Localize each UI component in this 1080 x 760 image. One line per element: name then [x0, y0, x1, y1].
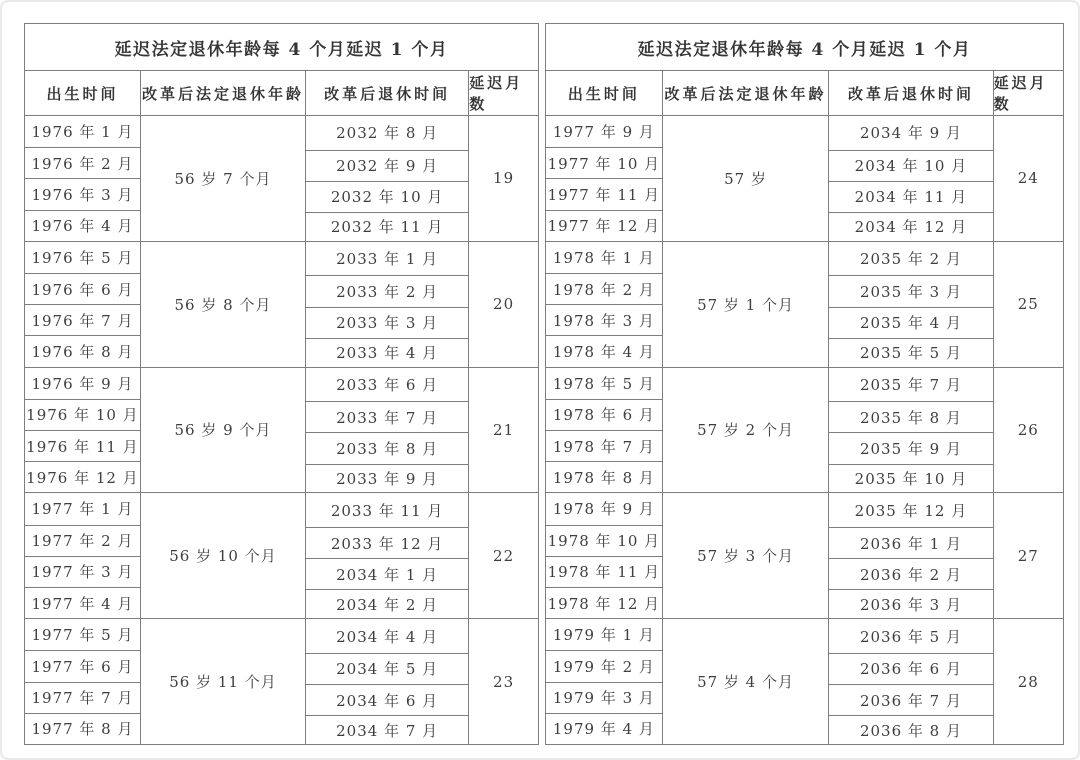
- retirement-table-left: [24, 23, 539, 745]
- birth-month-column: [546, 242, 662, 367]
- table-group: [25, 619, 538, 744]
- retirement-time-cell: 2033 年 11 月: [330, 501, 444, 520]
- retirement-time-column: [305, 116, 468, 241]
- birth-month-cell: 1977 年 6 月: [25, 650, 140, 681]
- retirement-age-cell: 57 岁 2 个月: [662, 368, 828, 493]
- retirement-time-cell: 2033 年 9 月: [306, 464, 468, 493]
- column-header-birth-date: 出生时间: [46, 84, 119, 103]
- birth-month-cell: 1976 年 4 月: [25, 210, 140, 241]
- birth-month-cell: 1977 年 11 月: [546, 178, 662, 209]
- retirement-time-cell: 2036 年 2 月: [829, 558, 992, 589]
- birth-month-cell: 1977 年 10 月: [546, 147, 662, 178]
- retirement-time-cell: 2033 年 7 月: [306, 401, 468, 432]
- birth-month-column: [25, 493, 140, 618]
- birth-month-cell: 1978 年 8 月: [546, 461, 662, 492]
- birth-month-cell: 1978 年 3 月: [546, 304, 662, 335]
- birth-month-cell: 1978 年 12 月: [546, 587, 662, 618]
- retirement-time-cell: 2034 年 9 月: [859, 124, 962, 143]
- retirement-time-cell: 2036 年 8 月: [829, 715, 992, 744]
- table-group: [546, 493, 1063, 619]
- retirement-time-cell: 2035 年 7 月: [859, 375, 962, 394]
- retirement-time-cell: 2034 年 6 月: [306, 684, 468, 715]
- table-title: 延迟法定退休年龄每 4 个月延迟 1 个月: [546, 24, 1063, 71]
- retirement-time-cell: 2034 年 7 月: [306, 715, 468, 744]
- birth-month-cell: 1976 年 11 月: [25, 430, 140, 461]
- birth-month-cell: 1976 年 2 月: [25, 147, 140, 178]
- retirement-time-column: [305, 619, 468, 744]
- birth-month-cell: 1976 年 3 月: [25, 178, 140, 209]
- retirement-time-cell: 2033 年 2 月: [306, 275, 468, 306]
- birth-month-cell: 1976 年 10 月: [25, 399, 140, 430]
- birth-month-cell: 1978 年 4 月: [546, 335, 662, 366]
- delay-months-cell: 22: [468, 493, 538, 618]
- retirement-time-cell: 2036 年 1 月: [829, 527, 992, 558]
- birth-month-cell: 1979 年 4 月: [546, 713, 662, 744]
- retirement-time-cell: 2033 年 8 月: [306, 432, 468, 463]
- retirement-time-column: [828, 242, 992, 367]
- retirement-time-cell: 2035 年 5 月: [829, 338, 992, 367]
- delay-months-cell: 27: [993, 493, 1063, 618]
- birth-month-cell: 1977 年 4 月: [25, 587, 140, 618]
- delay-months-cell: 26: [993, 368, 1063, 493]
- retirement-time-cell: 2034 年 4 月: [336, 627, 439, 646]
- birth-month-cell: 1978 年 9 月: [552, 500, 655, 519]
- table-group: [25, 116, 538, 242]
- retirement-time-cell: 2036 年 7 月: [829, 684, 992, 715]
- birth-month-cell: 1976 年 6 月: [25, 273, 140, 304]
- table-group: [546, 619, 1063, 744]
- retirement-time-column: [305, 493, 468, 618]
- birth-month-cell: 1977 年 12 月: [546, 210, 662, 241]
- birth-month-cell: 1977 年 3 月: [25, 556, 140, 587]
- table-header-row: [25, 71, 538, 116]
- birth-month-column: [546, 368, 662, 493]
- retirement-time-cell: 2033 年 6 月: [336, 375, 439, 394]
- birth-month-cell: 1977 年 1 月: [31, 500, 134, 519]
- retirement-age-cell: 56 岁 7 个月: [140, 116, 305, 241]
- retirement-time-cell: 2032 年 11 月: [306, 212, 468, 241]
- delay-months-cell: 19: [468, 116, 538, 241]
- birth-month-cell: 1978 年 6 月: [546, 399, 662, 430]
- retirement-time-cell: 2034 年 11 月: [829, 181, 992, 212]
- birth-month-cell: 1977 年 9 月: [552, 123, 655, 142]
- retirement-time-column: [828, 619, 992, 744]
- delay-months-cell: 25: [993, 242, 1063, 367]
- birth-month-cell: 1977 年 7 月: [25, 682, 140, 713]
- retirement-time-column: [828, 116, 992, 241]
- table-title: 延迟法定退休年龄每 4 个月延迟 1 个月: [25, 24, 538, 71]
- table-group: [25, 242, 538, 368]
- retirement-time-cell: 2036 年 5 月: [859, 627, 962, 646]
- birth-month-cell: 1978 年 5 月: [552, 374, 655, 393]
- birth-month-cell: 1978 年 2 月: [546, 273, 662, 304]
- retirement-time-cell: 2035 年 4 月: [829, 307, 992, 338]
- retirement-age-cell: 57 岁: [662, 116, 828, 241]
- retirement-time-cell: 2033 年 1 月: [336, 250, 439, 269]
- retirement-time-column: [828, 368, 992, 493]
- retirement-age-cell: 56 岁 10 个月: [140, 493, 305, 618]
- retirement-age-cell: 56 岁 9 个月: [140, 368, 305, 493]
- birth-month-cell: 1976 年 8 月: [25, 335, 140, 366]
- retirement-time-cell: 2035 年 12 月: [854, 501, 968, 520]
- retirement-time-cell: 2035 年 2 月: [859, 250, 962, 269]
- birth-month-cell: 1979 年 2 月: [546, 650, 662, 681]
- birth-month-cell: 1977 年 8 月: [25, 713, 140, 744]
- column-header-birth-date: 出生时间: [567, 84, 640, 103]
- birth-month-cell: 1976 年 7 月: [25, 304, 140, 335]
- column-header-delay-months: 延迟月数: [993, 71, 1063, 115]
- delay-months-cell: 28: [993, 619, 1063, 744]
- retirement-time-cell: 2033 年 3 月: [306, 307, 468, 338]
- birth-month-column: [25, 368, 140, 493]
- birth-month-cell: 1977 年 5 月: [31, 626, 134, 645]
- retirement-time-column: [305, 368, 468, 493]
- retirement-time-cell: 2034 年 5 月: [306, 653, 468, 684]
- delay-months-cell: 20: [468, 242, 538, 367]
- birth-month-cell: 1979 年 1 月: [552, 626, 655, 645]
- birth-month-column: [25, 619, 140, 744]
- delay-months-cell: 21: [468, 368, 538, 493]
- retirement-time-cell: 2035 年 3 月: [829, 275, 992, 306]
- birth-month-column: [546, 116, 662, 241]
- retirement-age-cell: 57 岁 3 个月: [662, 493, 828, 618]
- retirement-time-cell: 2034 年 10 月: [829, 150, 992, 181]
- table-group: [546, 116, 1063, 242]
- birth-month-cell: 1978 年 1 月: [552, 248, 655, 267]
- retirement-time-cell: 2035 年 8 月: [829, 401, 992, 432]
- retirement-time-cell: 2036 年 3 月: [829, 589, 992, 618]
- column-header-retire-time: 改革后退休时间: [305, 71, 468, 115]
- column-header-statutory-age: 改革后法定退休年龄: [140, 71, 305, 115]
- table-group: [25, 368, 538, 494]
- retirement-time-cell: 2035 年 9 月: [829, 432, 992, 463]
- retirement-time-cell: 2032 年 9 月: [306, 150, 468, 181]
- retirement-time-cell: 2032 年 10 月: [306, 181, 468, 212]
- retirement-time-cell: 2034 年 12 月: [829, 212, 992, 241]
- table-group: [546, 368, 1063, 494]
- birth-month-cell: 1976 年 1 月: [31, 123, 134, 142]
- retirement-age-cell: 57 岁 1 个月: [662, 242, 828, 367]
- birth-month-cell: 1978 年 11 月: [546, 556, 662, 587]
- table-header-row: [546, 71, 1063, 116]
- birth-month-cell: 1978 年 10 月: [546, 525, 662, 556]
- retirement-age-cell: 56 岁 11 个月: [140, 619, 305, 744]
- birth-month-cell: 1976 年 12 月: [25, 461, 140, 492]
- column-header-retire-time: 改革后退休时间: [828, 71, 992, 115]
- retirement-time-cell: 2033 年 4 月: [306, 338, 468, 367]
- table-group: [25, 493, 538, 619]
- retirement-time-column: [828, 493, 992, 618]
- delay-months-cell: 23: [468, 619, 538, 744]
- birth-month-column: [546, 619, 662, 744]
- retirement-time-column: [305, 242, 468, 367]
- retirement-time-cell: 2034 年 1 月: [306, 558, 468, 589]
- retirement-time-cell: 2033 年 12 月: [306, 527, 468, 558]
- birth-month-cell: 1977 年 2 月: [25, 525, 140, 556]
- retirement-time-cell: 2035 年 10 月: [829, 464, 992, 493]
- retirement-time-cell: 2034 年 2 月: [306, 589, 468, 618]
- retirement-time-cell: 2036 年 6 月: [829, 653, 992, 684]
- birth-month-column: [25, 242, 140, 367]
- column-header-delay-months: 延迟月数: [468, 71, 538, 115]
- column-header-statutory-age: 改革后法定退休年龄: [662, 71, 828, 115]
- birth-month-cell: 1976 年 9 月: [31, 374, 134, 393]
- birth-month-cell: 1978 年 7 月: [546, 430, 662, 461]
- retirement-table-right: [545, 23, 1064, 745]
- birth-month-cell: 1976 年 5 月: [31, 248, 134, 267]
- birth-month-column: [25, 116, 140, 241]
- birth-month-column: [546, 493, 662, 618]
- table-group: [546, 242, 1063, 368]
- retirement-age-cell: 57 岁 4 个月: [662, 619, 828, 744]
- retirement-age-cell: 56 岁 8 个月: [140, 242, 305, 367]
- retirement-time-cell: 2032 年 8 月: [336, 124, 439, 143]
- delay-months-cell: 24: [993, 116, 1063, 241]
- birth-month-cell: 1979 年 3 月: [546, 682, 662, 713]
